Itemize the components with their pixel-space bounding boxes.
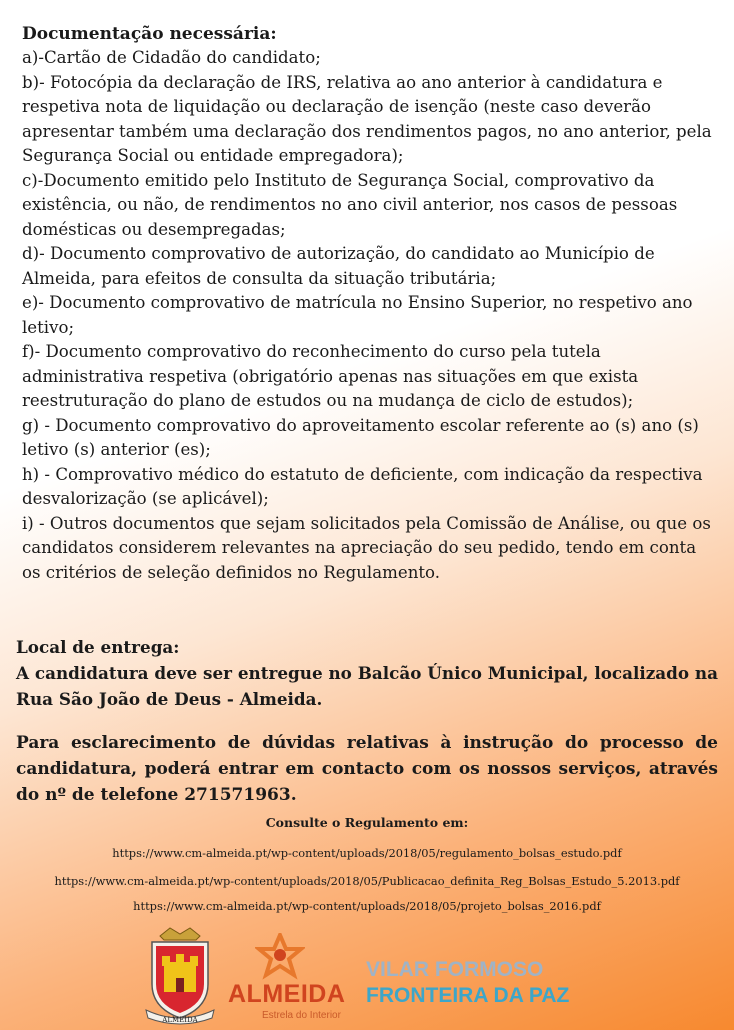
- documentation-heading: Documentação necessária:: [22, 24, 277, 44]
- list-item: a)-Cartão de Cidadão do candidato;: [22, 48, 321, 67]
- delivery-heading: Local de entrega:: [16, 637, 180, 657]
- regulation-label: Consulte o Regulamento em:: [265, 815, 469, 830]
- almeida-star-icon: [255, 933, 305, 983]
- list-item: h) - Comprovativo médico do estatuto de deficiente, com indicação da respectiva desvalorização (se aplicável);: [22, 464, 703, 508]
- contact-paragraph: Para esclarecimento de dúvidas relativas à instrução do processo de candidatura, poderá entrar em contacto com os nossos serviços, através do nº de telefone 271571963.: [16, 733, 718, 805]
- almeida-crest-icon: [140, 926, 220, 1026]
- list-item: d)- Documento comprovativo de autorização, do candidato ao Município de Almeida, para efeitos de consulta da situação tributária;: [22, 244, 655, 288]
- list-item: i) - Outros documentos que sejam solicitados pela Comissão de Análise, ou que os candidatos considerem relevantes na apreciação do seu pedido, tendo em conta os critérios de seleção definidos no Regulamento.: [22, 513, 711, 582]
- regulation-link[interactable]: https://www.cm-almeida.pt/wp-content/uploads/2018/05/projeto_bolsas_2016.pdf: [133, 899, 601, 913]
- regulation-link[interactable]: https://www.cm-almeida.pt/wp-content/uploads/2018/05/regulamento_bolsas_estudo.pdf: [112, 846, 622, 860]
- vilar-formoso-subtitle: FRONTEIRA DA PAZ: [366, 984, 570, 1007]
- documents-list: [22, 46, 712, 585]
- list-item: g) - Documento comprovativo do aproveitamento escolar referente ao (s) ano (s) letivo (s) anterior (es);: [22, 415, 699, 459]
- list-item: e)- Documento comprovativo de matrícula no Ensino Superior, no respetivo ano letivo;: [22, 293, 693, 337]
- list-item: b)- Fotocópia da declaração de IRS, relativa ao ano anterior à candidatura e respetiva nota de liquidação ou declaração de isenção (neste caso deverão apresentar também uma declaração dos rendimentos pagos, no ano anterior, pela Segurança Social ou entidade empregadora);: [22, 72, 712, 165]
- almeida-tagline: Estrela do Interior: [262, 1010, 341, 1021]
- regulation-link[interactable]: https://www.cm-almeida.pt/wp-content/uploads/2018/05/Publicacao_definita_Reg_Bolsas_Estudo_5.2013.pdf: [54, 874, 680, 888]
- delivery-text: A candidatura deve ser entregue no Balcão Único Municipal, localizado na Rua São João de Deus - Almeida.: [16, 663, 718, 709]
- svg-text:ALMEIDA: ALMEIDA: [162, 1016, 198, 1024]
- list-item: f)- Documento comprovativo do reconhecimento do curso pela tutela administrativa respetiva (obrigatório apenas nas situações em que exista reestruturação do plano de estudos ou na mudança de ciclo de estudos);: [22, 342, 639, 410]
- vilar-formoso-title: VILAR FORMOSO: [366, 958, 544, 981]
- delivery-section: [16, 634, 726, 712]
- list-item: c)-Documento emitido pelo Instituto de Segurança Social, comprovativo da existência, ou não, de rendimentos no ano civil anterior, nos casos de pessoas domésticas ou desempregadas;: [22, 170, 678, 239]
- almeida-logo-text: ALMEIDA: [228, 980, 346, 1008]
